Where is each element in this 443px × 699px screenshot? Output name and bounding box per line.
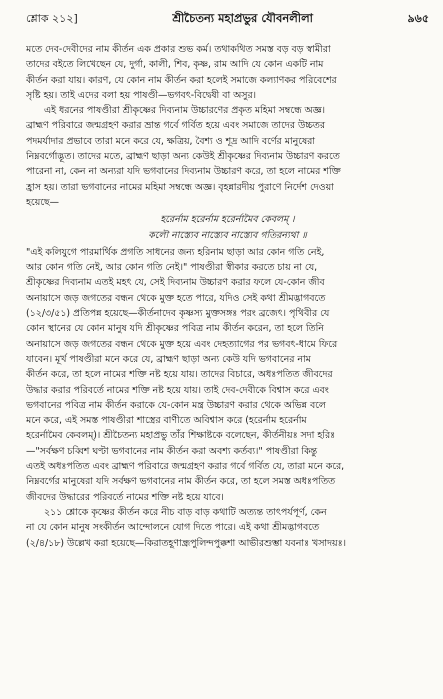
text-line: পারেনা না, কেন না অন্যরা যদি ভগবানের দিব্যনাম উচ্চারণ করে, তা হলে নামের শক্তি <box>26 166 341 178</box>
verse-line: কলৌ নাস্ত্যেব নাস্ত্যেব নাস্ত্যেব গতিরন্যথা ॥ <box>148 229 307 241</box>
text-line: কীর্তন করে, তা হলে নামের শক্তি নষ্ট হয়ে যায়। তাদের বিচারে, অধঃপতিত জীবদের <box>26 369 333 381</box>
paragraph-4 <box>26 505 429 551</box>
text-line: তাদের বইতে লিখেছেন যে, দুর্গা, কালী, শিব, কৃষ্ণ, রাম আদি যে কোন একটি নাম <box>26 59 324 71</box>
page-number: ৯৬৫ <box>407 12 429 25</box>
text-line: —"সর্বক্ষণ চব্বিশ ঘণ্টা ভগবানের নাম কীর্তন করা অবশ্য কর্তব্য।" পাষণ্ডীরা কিন্তু <box>26 445 318 457</box>
text-line: মতে দেব-দেবীদের নাম কীর্তন এক প্রকার শুভ কর্ম। তথাকথিত সমস্ত বড় বড় স্বামীরা <box>26 44 331 55</box>
running-title: শ্রীচৈতন্য মহাপ্রভুর যৌবনলীলা <box>172 11 313 25</box>
paragraph-1 <box>26 42 429 103</box>
text-line: ব্রাহ্মণ পরিবারে জন্মগ্রহণ করার ভ্রান্ত গর্বে গর্বিত হয়ে এবং সমাজে তাদের উচ্চতর <box>26 120 325 132</box>
text-line: জীবদের উদ্ধারের পরিবর্তে নামের শক্তি নষ্ট হয়ে যাবে। <box>26 491 224 503</box>
text-line: অনায়াসে জড় জগতের বন্ধন থেকে মুক্ত হতে পারে, যদিও সেই কথা শ্রীমদ্ভাগবতে <box>26 292 326 304</box>
text-line: উদ্ধার করার পরিবর্তে নামের শক্তি নষ্ট হয়ে যায়। তাই দেব-দেবীকে বিশ্বাস করে এবং <box>26 384 329 396</box>
text-line: যাবেন। মূর্খ পাষণ্ডীরা মনে করে যে, ব্রাহ্মণ ছাড়া অন্য কেউ যদি ভগবানের নাম <box>26 353 311 365</box>
quoted-verse <box>26 212 429 243</box>
paragraph-2 <box>26 103 429 210</box>
text-line: পদমর্যাদার প্রভাবে তারা মনে করে যে, ক্ষত্রিয়, বৈশ্য ও শূদ্র আদি বর্ণের মানুষেরা <box>26 135 316 147</box>
text-line: আর কোন গতি নেই, আর কোন গতি নেই।" পাষণ্ডীরা স্বীকার করতে চায় না যে, <box>26 262 318 274</box>
text-line: "এই কলিযুগে পারমার্থিক প্রগতি সাধনের জন্য হরিনাম ছাড়া আর কোন গতি নেই, <box>26 246 325 258</box>
text-line: কোন স্থানের যে কোন মানুষ যদি শ্রীকৃষ্ণের পবিত্র নাম কীর্তন করেন, তা হলে তিনি <box>26 323 324 335</box>
text-line: অনায়াসে জড় জগতের বন্ধন থেকে মুক্ত হয়ে এবং দেহত্যাগের পর ভগবৎ-ধামে ফিরে <box>26 338 338 350</box>
text-line: সৃষ্টি হয়। তাই এদের বলা হয় পাষণ্ডী—ভগবৎ-বিদ্বেষী বা অসুর। <box>26 89 256 101</box>
text-line: শ্রীকৃষ্ণের দিব্যনাম এতই মহৎ যে, সেই দিব্যনাম উচ্চারণ করার ফলে যে-কোন জীব <box>26 277 325 289</box>
text-line: ২১১ শ্লোকে কৃষ্ণের কীর্তন করে নীচ বাড় বাড় কথাটি অত্যন্ত তাৎপর্যপূর্ণ, কেন <box>44 506 327 518</box>
text-line: হয়েছে— <box>26 196 60 208</box>
page-header <box>26 10 429 26</box>
text-line: না যে কোন মানুষ সংকীর্তন আন্দোলনে যোগ দিতে পারে। এই কথা শ্রীমদ্ভাগবতে <box>26 522 319 534</box>
purport-text <box>26 42 429 551</box>
text-line: (১২/৩/৫১) প্রতিপন্ন হয়েছে—কীর্তনাদেব কৃষ্ণস্য মুক্তসঙ্গঃ পরং ব্রজেৎ। পৃথিবীর যে <box>26 308 330 320</box>
paragraph-3 <box>26 245 429 505</box>
text-line: হরের্নামৈব কেবলম্)। শ্রীচৈতন্য মহাপ্রভু তাঁর শিক্ষাষ্টকে বলেছেন, কীর্তনীয়ঃ সদা হরিঃ <box>26 430 336 442</box>
text-line: নিম্নবর্গের মানুষেরা যদি সর্বক্ষণ ভগবানের নাম কীর্তন করে, তা হলে সমস্ত অধঃপতিত <box>26 476 336 488</box>
text-line: মনে করে, এই সমস্ত পাষণ্ডীরা শাস্ত্রের বাণীতে অবিশ্বাস করে (হরের্নাম হরের্নাম <box>26 415 307 427</box>
text-line: এতই অধঃপতিত এবং ব্রাহ্মণ পরিবারে জন্মগ্রহণ করার গর্বে গর্বিত যে, তারা মনে করে, <box>26 461 345 473</box>
text-line: (২/৪/১৮) উল্লেখ করা হয়েছে—কিরাতহূণান্ধ্রপুলিন্দপুক্কশা আভীরশুম্ভা যবনাঃ খসাদয়ঃ। <box>26 537 346 549</box>
text-line: ভগবানের পবিত্র নাম কীর্তন করাকে যে-কোন মন্ত্র উচ্চারণ করার থেকে অভিন্ন বলে <box>26 399 326 411</box>
verse-line: হরের্নাম হরের্নাম হরের্নামৈব কেবলম্ । <box>160 214 295 226</box>
text-line: এই ধরনের পাষণ্ডীরা শ্রীকৃষ্ণের দিব্যনাম উচ্চারণের প্রকৃত মহিমা সম্বন্ধে অজ্ঞ। <box>44 105 325 117</box>
text-line: নিম্নবর্গোদ্ভূত। তাদের মতে, ব্রাহ্মণ ছাড়া অন্য কেউই শ্রীকৃষ্ণের দিব্যনাম উচ্চারণ করতে <box>26 151 340 163</box>
text-line: কীর্তন করা যায়। কারণ, যে কোন নাম কীর্তন করা হলেই সমাজে কল্যাণকর পরিবেশের <box>26 74 337 86</box>
text-line: হ্রাস হয়। তারা ভগবানের নামের মহিমা সম্বন্ধে অজ্ঞ। বৃহন্নারদীয় পুরাণে নির্দেশ দেওয়া <box>26 181 334 193</box>
verse-reference: শ্লোক ২১২] <box>26 12 78 25</box>
